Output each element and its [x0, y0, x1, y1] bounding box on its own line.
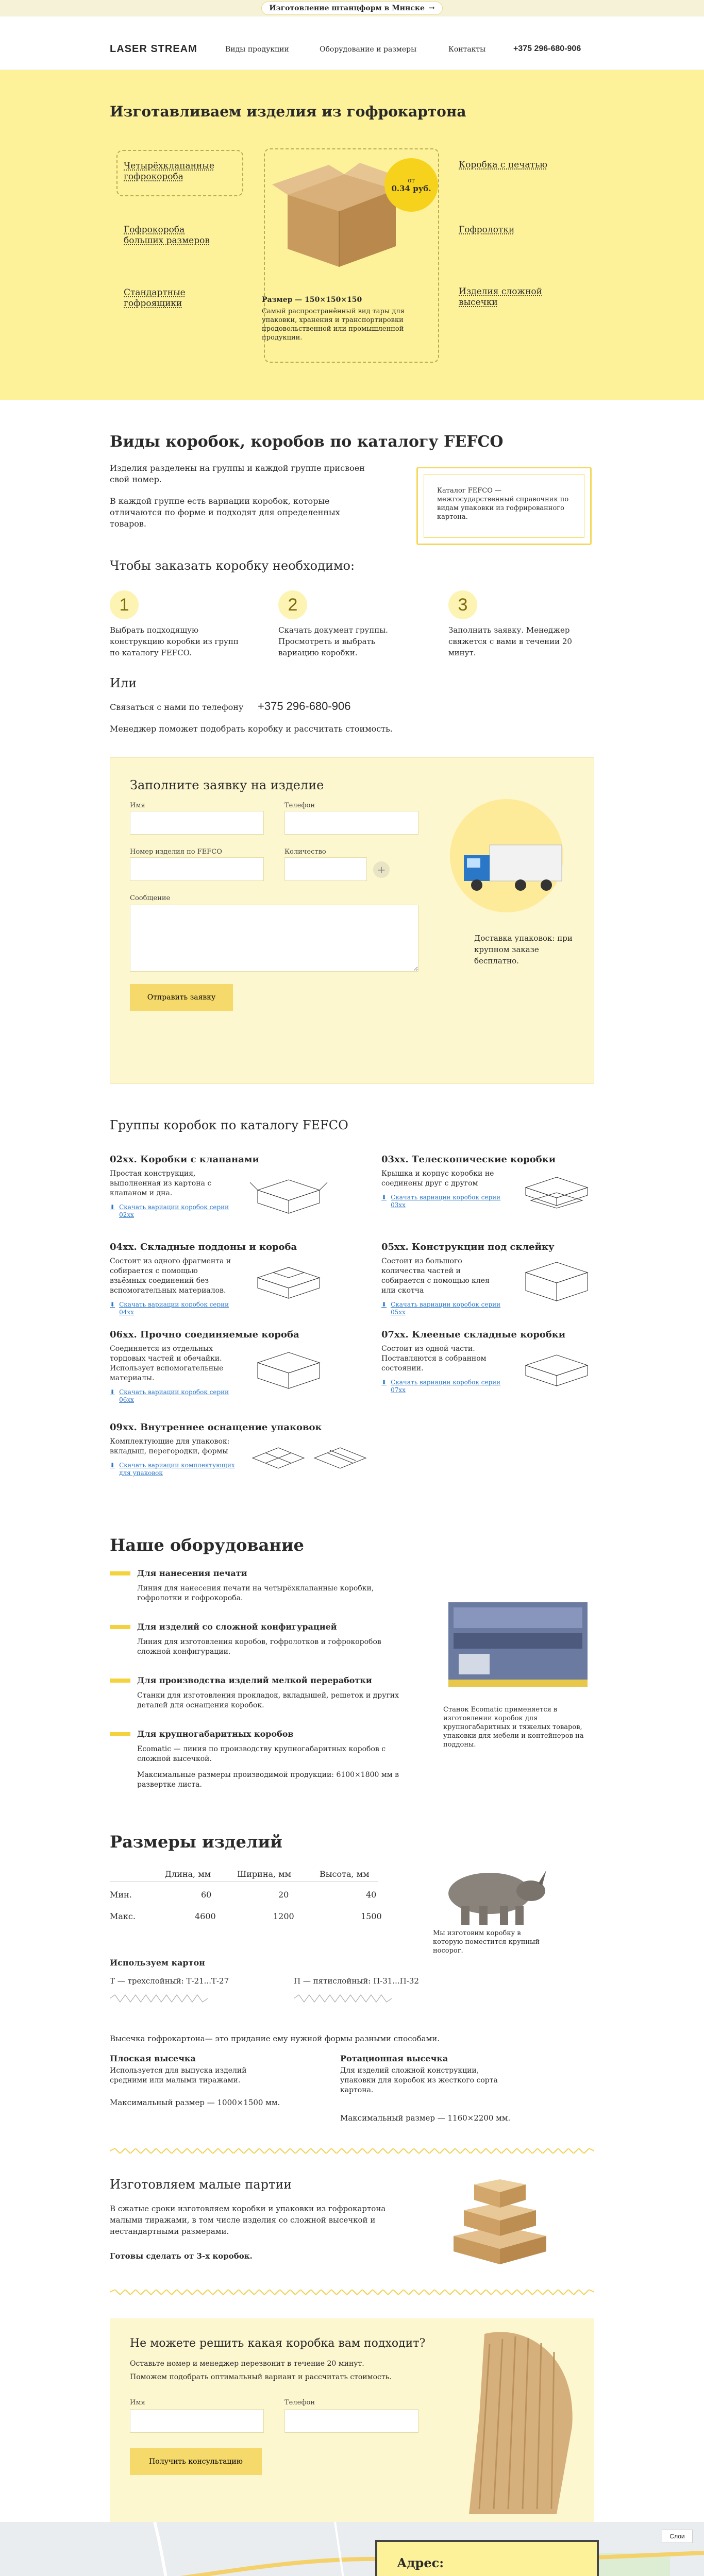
equip-3-desc: Станки для изготовления прокладок, вкладышей, решеток и других деталей для оснащения коробок. — [137, 1691, 399, 1709]
rot-title: Ротационная высечка — [340, 2054, 448, 2063]
qty-label: Количество — [284, 848, 326, 856]
group-07-desc: Состоит из одной части. Поставляются в собранном состоянии. — [381, 1345, 487, 1372]
group-06-link[interactable]: Скачать вариации коробок серии 06хх — [119, 1388, 229, 1403]
group-06-download[interactable] — [110, 1388, 233, 1404]
download-icon: ⬇ — [381, 1194, 387, 1201]
machine-image — [443, 1592, 593, 1695]
group-03-link[interactable]: Скачать вариации коробок серии 03хх — [391, 1194, 501, 1209]
equip-4-extra: Максимальные размеры производимой продукции: 6100×1800 мм в развертке листа. — [137, 1771, 399, 1789]
model-input[interactable] — [130, 857, 264, 881]
consult-p2: Поможем подобрать оптимальный вариант и рассчитать стоимость. — [130, 2373, 392, 2381]
equip-3-title: Для производства изделий мелкой переработки — [137, 1675, 372, 1685]
arrow-right-icon: → — [428, 4, 435, 12]
consult-title: Не можете решить какая коробка вам подходит? — [130, 2337, 426, 2350]
group-04-link[interactable]: Скачать вариации коробок серии 04хх — [119, 1301, 229, 1316]
row-min-height: 40 — [366, 1890, 377, 1900]
cut-intro: Высечка гофрокартона— это придание ему нужной формы разными способами. — [110, 2034, 440, 2043]
consult-name-label: Имя — [130, 2399, 145, 2406]
group-03-download[interactable] — [381, 1194, 505, 1209]
box-04-sketch — [247, 1257, 330, 1303]
group-06-desc: Соединяется из отдельных торцовых частей и обечайки. Использует вспомогательные материалы. — [110, 1345, 224, 1382]
hero-item-standard[interactable]: Стандартные гофроящики — [124, 287, 186, 309]
price-value: 0.34 руб. — [391, 184, 431, 193]
logo[interactable]: LASER STREAM — [110, 43, 197, 55]
group-02-title: 02хх. Коробки с клапанами — [110, 1154, 259, 1165]
group-05-link[interactable]: Скачать вариации коробок серии 05хх — [391, 1301, 501, 1316]
consult-p1: Оставьте номер и менеджер перезвонит в течение 20 минут. — [130, 2360, 364, 2368]
row-min-label: Мин. — [110, 1890, 132, 1900]
hero-item-four-flap[interactable]: Четырёхклапанные гофрокороба — [124, 161, 214, 182]
group-02-link[interactable]: Скачать вариации коробок серии 02хх — [119, 1204, 229, 1218]
catalog-note: Каталог FEFCO — межгосударственный справочник по видам упаковки из гофрированного картона. — [437, 487, 569, 521]
group-02-desc: Простая конструкция, выполненная из картона с клапаном и дна. — [110, 1170, 212, 1197]
hero-item-large-boxes[interactable]: Гофрокороба больших размеров — [124, 225, 210, 246]
group-09-download[interactable] — [110, 1462, 244, 1477]
row-max-label: Макс. — [110, 1911, 136, 1921]
card-description: Самый распространённый вид тары для упаковки, хранения и транспортировки продовольственной или промышленной продукции. — [262, 308, 405, 342]
row-max-width: 1200 — [273, 1911, 294, 1921]
row-max-length: 4600 — [195, 1911, 216, 1921]
small-batch-desc: В сжатые сроки изготовляем коробки и упаковки из гофрокартона малыми тиражами, в том числе изделия со сложной высечкой и нестандартными размерами. — [110, 2204, 386, 2236]
download-icon: ⬇ — [110, 1301, 115, 1308]
message-textarea[interactable] — [130, 905, 418, 972]
download-icon: ⬇ — [110, 1204, 115, 1211]
equip-2-desc: Линия для изготовления коробов, гофролотков и гофрокоробов сложной конфигурации. — [137, 1638, 381, 1656]
stacked-boxes-image — [438, 2159, 557, 2267]
box-03-sketch — [515, 1170, 598, 1216]
zigzag-bottom — [110, 2290, 594, 2295]
fefco-title: Виды коробок, коробов по каталогу FEFCO — [110, 433, 504, 451]
row-min-length: 60 — [201, 1890, 212, 1900]
group-05-title: 05хх. Конструкции под склейку — [381, 1242, 555, 1252]
promo-text: Изготовление штанцформ в Минске — [269, 4, 425, 12]
equip-marker-2 — [110, 1625, 130, 1629]
promo-bar — [0, 0, 704, 16]
cardboard-t: Т — трехслойный: Т-21...Т-27 — [110, 1976, 229, 1986]
plus-icon[interactable]: + — [373, 861, 390, 878]
equip-1-title: Для нанесения печати — [137, 1568, 247, 1578]
hero-item-trays[interactable]: Гофролотки — [459, 225, 515, 235]
rhino-caption: Мы изготовим коробку в которую поместится крупный носорог. — [433, 1929, 540, 1955]
corrugated-roll-image — [454, 2324, 588, 2519]
group-06-title: 06хх. Прочно соединяемые короба — [110, 1329, 299, 1340]
group-09-title: 09хх. Внутреннее оснащение упаковок — [110, 1422, 322, 1433]
box-07-sketch — [515, 1345, 598, 1391]
nav-equipment[interactable]: Оборудование и размеры — [320, 45, 417, 54]
consult-phone-input[interactable] — [284, 2409, 418, 2433]
call-phone[interactable]: +375 296-680-906 — [258, 700, 351, 713]
sizes-title: Размеры изделий — [110, 1832, 282, 1852]
flat-desc: Используется для выпуска изделий средними или малыми тиражами. — [110, 2066, 247, 2084]
zigzag-top — [110, 2148, 594, 2154]
small-batch-strong: Готовы сделать от 3-х коробок. — [110, 2251, 253, 2261]
cardboard-p-pattern — [294, 1994, 392, 2003]
step-1-number: 1 — [110, 590, 139, 619]
order-form-title: Заполните заявку на изделие — [130, 778, 324, 792]
download-icon: ⬇ — [381, 1301, 387, 1308]
consult-phone-label: Телефон — [284, 2399, 315, 2406]
step-2-text: Скачать документ группы. Просмотреть и выбрать вариацию коробки. — [278, 625, 388, 657]
equip-4-title: Для крупногабаритных коробов — [137, 1729, 294, 1739]
box-06-sketch — [247, 1345, 330, 1391]
cardboard-t-pattern — [110, 1994, 208, 2003]
qty-input[interactable] — [284, 857, 367, 881]
name-input[interactable] — [130, 811, 264, 835]
fefco-p1: Изделия разделены на группы и каждой группе присвоен свой номер. — [110, 463, 365, 484]
equipment-title: Наше оборудование — [110, 1535, 304, 1555]
phone-input[interactable] — [284, 811, 418, 835]
call-text: Связаться с нами по телефону — [110, 702, 244, 712]
how-title: Чтобы заказать коробку необходимо: — [110, 558, 355, 573]
hero-title: Изготавливаем изделия из гофрокартона — [110, 103, 466, 120]
download-icon: ⬇ — [110, 1462, 115, 1469]
hero-item-complex[interactable]: Изделия сложной высечки — [459, 286, 542, 308]
hero-item-print[interactable]: Коробка с печатью — [459, 160, 548, 170]
promo-link[interactable] — [261, 2, 442, 15]
step-2-number: 2 — [278, 590, 307, 619]
equip-marker-1 — [110, 1571, 130, 1575]
group-05-download[interactable] — [381, 1301, 505, 1316]
groups-title: Группы коробок по каталогу FEFCO — [110, 1118, 348, 1132]
machine-caption: Станок Ecomatic применяется в изготовлении коробок для крупногабаритных и тяжелых товаров, упаковки для мебели и контейнеров на поддоны. — [443, 1706, 584, 1749]
step-3-text: Заполнить заявку. Менеджер свяжется с вами в течении 20 минут. — [448, 625, 572, 657]
rot-max: Максимальный размер — 1160×2200 мм. — [340, 2113, 511, 2123]
price-from: от — [408, 177, 415, 184]
flat-title: Плоская высечка — [110, 2054, 196, 2063]
step-1-text: Выбрать подходящую конструкцию коробки из групп по каталогу FEFCO. — [110, 625, 239, 657]
consult-name-input[interactable] — [130, 2409, 264, 2433]
group-07-download[interactable] — [381, 1379, 505, 1394]
small-batch-title: Изготовляем малые партии — [110, 2177, 292, 2192]
step-3-number: 3 — [448, 590, 477, 619]
or-label: Или — [110, 676, 137, 690]
group-07-link[interactable]: Скачать вариации коробок серии 07хх — [391, 1379, 501, 1394]
group-03-desc: Крышка и корпус коробки не соединены друг с другом — [381, 1170, 494, 1188]
fefco-p2: В каждой группе есть вариации коробок, которые отличаются по форме и подходят для определенных товаров. — [110, 496, 340, 529]
equip-1-desc: Линия для нанесения печати на четырёхклапанные коробки, гофролотки и гофрокороба. — [137, 1584, 374, 1602]
group-04-download[interactable] — [110, 1301, 233, 1316]
group-07-title: 07хх. Клееные складные коробки — [381, 1329, 566, 1340]
group-02-download[interactable] — [110, 1204, 233, 1219]
model-label: Номер изделия по FEFCO — [130, 848, 222, 856]
flat-max: Максимальный размер — 1000×1500 мм. — [110, 2098, 280, 2107]
nav-products[interactable]: Виды продукции — [225, 45, 289, 54]
box-05-sketch — [515, 1257, 598, 1303]
message-label: Сообщение — [130, 894, 171, 902]
header-phone[interactable]: +375 296-680-906 — [513, 44, 581, 53]
group-09-link[interactable]: Скачать вариации комплектующих для упаковок — [119, 1462, 235, 1477]
phone-label: Телефон — [284, 802, 315, 809]
equip-marker-3 — [110, 1679, 130, 1683]
col-length: Длина, мм — [165, 1869, 211, 1879]
row-min-width: 20 — [278, 1890, 289, 1900]
manager-text: Менеджер поможет подобрать коробку и рассчитать стоимость. — [110, 724, 393, 734]
group-09-desc: Комплектующие для упаковок: вкладыш, перегородки, формы — [110, 1437, 230, 1455]
equip-2-title: Для изделий со сложной конфигурацией — [137, 1622, 337, 1632]
nav-contacts[interactable]: Контакты — [448, 45, 486, 54]
consult-submit-button[interactable]: Получить консультацию — [130, 2448, 262, 2475]
rot-desc: Для изделий сложной конструкции, упаковки для коробок из жесткого сорта картона. — [340, 2066, 498, 2094]
row-max-height: 1500 — [361, 1911, 382, 1921]
truck-icon — [454, 840, 567, 896]
submit-order-button[interactable]: Отправить заявку — [130, 984, 233, 1011]
addr-title: Адрес: — [397, 2555, 444, 2570]
price-badge — [384, 158, 438, 212]
name-label: Имя — [130, 802, 145, 809]
site-header — [0, 16, 704, 70]
col-width: Ширина, мм — [237, 1869, 292, 1879]
equip-4-desc: Ecomatic — линия по производству крупногабаритных коробов с сложной высечкой. — [137, 1745, 386, 1763]
delivery-text: Доставка упаковок: при крупном заказе бесплатно. — [474, 934, 573, 965]
box-02-sketch — [247, 1170, 330, 1216]
group-05-desc: Состоит из большого количества частей и собирается с помощью клея или скотча — [381, 1257, 490, 1295]
map-layers-button[interactable]: Слои — [662, 2530, 693, 2543]
download-icon: ⬇ — [110, 1388, 115, 1396]
group-03-title: 03хх. Телескопические коробки — [381, 1154, 556, 1165]
box-09-sketch — [247, 1437, 387, 1484]
col-height: Высота, мм — [320, 1869, 370, 1879]
rhino-image — [433, 1855, 546, 1927]
group-04-desc: Состоит из одного фрагмента и собирается с помощью взьёмных соединений без вспомогательных материалов. — [110, 1257, 231, 1295]
card-size: Размер — 150×150×150 — [262, 296, 362, 304]
cardboard-p: П — пятислойный: П-31...П-32 — [294, 1976, 419, 1986]
equip-marker-4 — [110, 1732, 130, 1736]
group-04-title: 04хх. Складные поддоны и короба — [110, 1242, 297, 1252]
download-icon: ⬇ — [381, 1379, 387, 1386]
cardboard-title: Используем картон — [110, 1958, 205, 1968]
